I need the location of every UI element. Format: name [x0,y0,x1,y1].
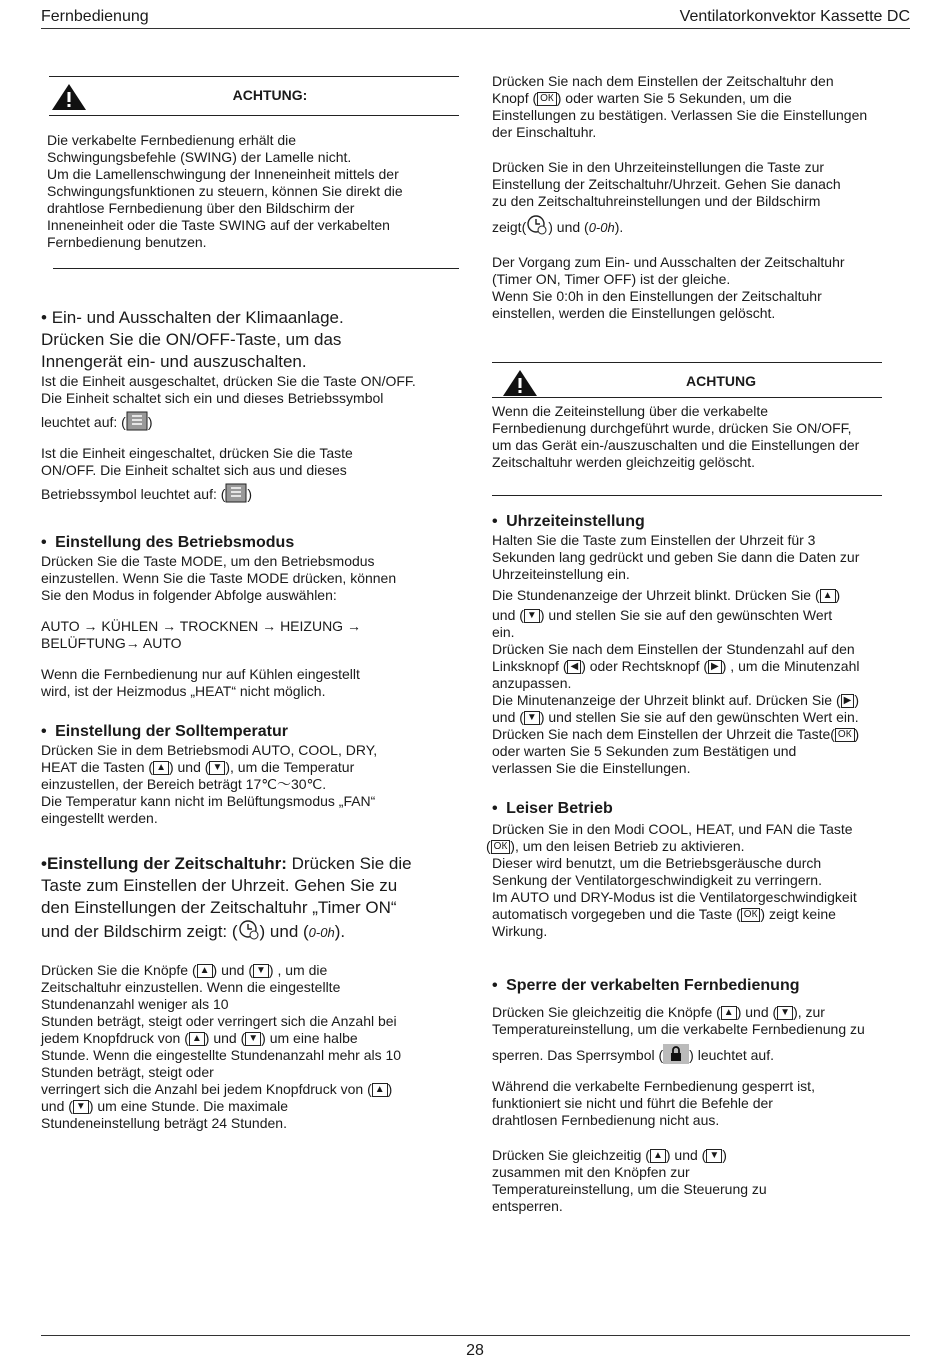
section-quiet: • Leiser Betrieb Drücken Sie in den Modi COOL, HEAT, und FAN die Taste ( ОК ), um den leisen Betrieb zu aktivieren. Dieser wird benutzt, um die Betriebsgeräusche durch Senkung der Ventilatorgeschwindigkeit zu verringern. Im AUTO und DRY-Modus ist die Ventilatorgeschwindigkeit automatisch vorgegeben und die Taste ( ОК ) zeigt keine Wirkung. [486,800,857,939]
right-key-icon: ▶ [841,694,855,708]
warning-text: Wenn die Zeiteinstellung über die verkabelte Fernbedienung durchgeführt wurde, drücken Sie ON/OFF, um das Gerät ein-/auszuschalten und die Einstellungen der Zeitschaltuhr werden gleichzeitig gelöscht. [492,403,860,470]
section-temperature: • Einstellung der Solltemperatur Drücken Sie in dem Betriebsmodi AUTO, COOL, DRY, HEAT die Tasten ( ▲ ) und ( ▼ ), um die Temperatur einzustellen, der Bereich beträgt 17℃～30℃. Die Temperatur kann nicht im Belüftungsmodus „FAN“ eingestellt werden. [41,723,378,826]
up-key-icon: ▲ [721,1006,737,1020]
timer-clock-icon [238,919,260,941]
timer-clock-icon [526,214,548,236]
up-key-icon: ▲ [372,1083,388,1097]
up-key-icon: ▲ [189,1032,205,1046]
section-mode: • Einstellung des Betriebsmodus Drücken Sie die Taste MODE, um den Betriebsmodus einzustellen. Wenn Sie die Taste MODE drücken, können Sie den Modus in folgender Abfolge auswählen: AUTO → KÜHLEN → TROCKNEN → HEIZUNG → BELÜFTUNG→ AUTO Wenn die Fernbedienung nur auf Kühlen eingestellt wird, ist der Heizmodus „HEAT“ nicht möglich. [41,534,397,699]
page-number: 28 [466,1342,484,1359]
header-rule [41,28,910,29]
up-key-icon: ▲ [820,589,836,603]
left-key-icon: ◀ [567,660,581,674]
header-left: Fernbedienung [41,8,149,25]
left-column [41,76,459,1132]
footer-rule [41,1335,910,1336]
ok-key-icon: ОК [537,92,557,106]
warning-box-right [492,362,910,496]
right-column [486,73,910,1215]
section-timer: •Einstellung der Zeitschaltuhr: Drücken Sie die Taste zum Einstellen der Uhrzeit. Gehen Sie zu den Einstellungen der Zeitschaltuhr „Timer ON“ und der Bildschirm zeigt: ( ) und (0-0h). Drücken Sie die Knöpfe ( ▲ ) und ( ▼ ) , um die Zeitschaltuhr einzustellen. Wenn die eingestellte Stundenanzahl weniger als 10 Stunden beträgt, steigt oder verringert sich die Anzahl bei jedem Knopfdruck von ( ▲ ) und ( ▼ ) um eine halbe Stunde. Wenn die eingestellte Stundenanzahl mehr als 10 Stunden beträgt, steigt oder verringert sich die Anzahl bei jedem Knopfdruck von ( ▲ ) und ( ▼ ) um eine Stunde. Die maximale Stundeneinstellung beträgt 24 Stunden. [41,854,412,1131]
timer-zero-display-icon: 0-0h [308,925,335,940]
lock-icon [663,1044,689,1064]
down-key-icon: ▼ [73,1100,89,1114]
ok-key-icon: ОК [835,728,855,742]
warning-text: Die verkabelte Fernbedienung erhält die Schwingungsbefehle (SWING) der Lamelle nicht. Um die Lamellenschwingung der Inneneinheit mittels der Schwingungsfunktionen zu steuern, können Sie direkt die drahtlose Fernbedienung über den Bildschirm der Inneneinheit oder die Taste SWING auf der verkabelten Fernbedienung benutzen. [47,132,403,250]
up-key-icon: ▲ [650,1149,666,1163]
ok-key-icon: ОК [741,908,761,922]
down-key-icon: ▼ [777,1006,793,1020]
down-key-icon: ▼ [524,609,540,623]
right-key-icon: ▶ [708,660,722,674]
section-timer-off: Der Vorgang zum Ein- und Ausschalten der Zeitschaltuhr (Timer ON, Timer OFF) ist der gleiche. Wenn Sie 0:0h in den Einstellungen der Zeitschaltuhr einstellen, werden die Einstellungen gelöscht. [492,254,845,321]
temp-up-key-icon: ▲ [153,761,169,775]
section-timer-confirm: Drücken Sie nach dem Einstellen der Zeitschaltuhr den Knopf ( ОК ) oder warten Sie 5 Sekunden, um die Einstellungen zu bestätigen. Verlassen Sie die Einstellungen der Einschaltuhr. [492,73,868,140]
header-right: Ventilatorkonvektor Kassette DC [679,8,910,25]
up-key-icon: ▲ [197,964,213,978]
down-key-icon: ▼ [524,711,540,725]
down-key-icon: ▼ [706,1149,722,1163]
warning-title: ACHTUNG: [232,87,308,103]
down-key-icon: ▼ [253,964,269,978]
warning-box-left [41,76,459,269]
operation-mode-icon [225,483,247,503]
section-clock: • Uhrzeiteinstellung Halten Sie die Taste zum Einstellen der Uhrzeit für 3 Sekunden lang gedrückt und geben Sie dann die Daten zur Uhrzeiteinstellung ein. Die Stundenanzeige der Uhrzeit blinkt. Drücken Sie ( ▲ ) und ( ▼ ) und stellen Sie sie auf den gewünschten Wert ein. Drücken Sie nach dem Einstellen der Stundenzahl auf den Linksknopf ( ◀ ) oder Rechtsknopf ( ▶ ) , um die Minutenzahl anzupassen. Die Minutenanzeige der Uhrzeit blinkt auf. Drücken Sie ( ▶ ) und ( ▼ ) und stellen Sie sie auf den gewünschten Wert ein. Drücken Sie nach dem Einstellen der Uhrzeit die Taste( ОК ) oder warten Sie 5 Sekunden zum Bestätigen und verlassen Sie die Einstellungen. [492,513,860,776]
section-lock: • Sperre der verkabelten Fernbedienung Drücken Sie gleichzeitig die Knöpfe ( ▲ ) und ( ▼ ), zur Temperatureinstellung, um die verkabelte Fernbedienung zu sperren. Das Sperrsymbol ( ) leuchtet auf. Während die verkabelte Fernbedienung gesperrt ist, funktioniert sie nicht und führt die Befehle der drahtlosen Fernbedienung nicht aus. Drücken Sie gleichzeitig ( ▲ ) und ( ▼ ) zusammen mit den Knöpfen zur Temperatureinstellung, um die Steuerung zu entsperren. [492,977,865,1214]
warning-title: ACHTUNG [686,373,756,389]
ok-key-icon: ОК [491,840,511,854]
operation-mode-icon [126,411,148,431]
section-clock-timer: Drücken Sie in den Uhrzeiteinstellungen die Taste zur Einstellung der Zeitschaltuhr/Uhrzeit. Gehen Sie danach zu den Zeitschaltuhreinstellungen und der Bildschirm zeigt( ) und (0-0h). [492,159,841,235]
section-onoff: • Ein- und Ausschalten der Klimaanlage. Drücken Sie die ON/OFF-Taste, um das Innengerät ein- und auszuschalten. Ist die Einheit ausgeschaltet, drücken Sie die Taste ON/OFF. Die Einheit schaltet sich ein und dieses Betriebssymbol leuchtet auf: ( ) Ist die Einheit eingeschaltet, drücken Sie die Taste ON/OFF. Die Einheit schaltet sich aus und dieses Betriebssymbol leuchtet auf: ( ) [41,308,416,502]
down-key-icon: ▼ [245,1032,261,1046]
timer-zero-display-icon: 0-0h [588,220,615,235]
temp-down-key-icon: ▼ [209,761,225,775]
